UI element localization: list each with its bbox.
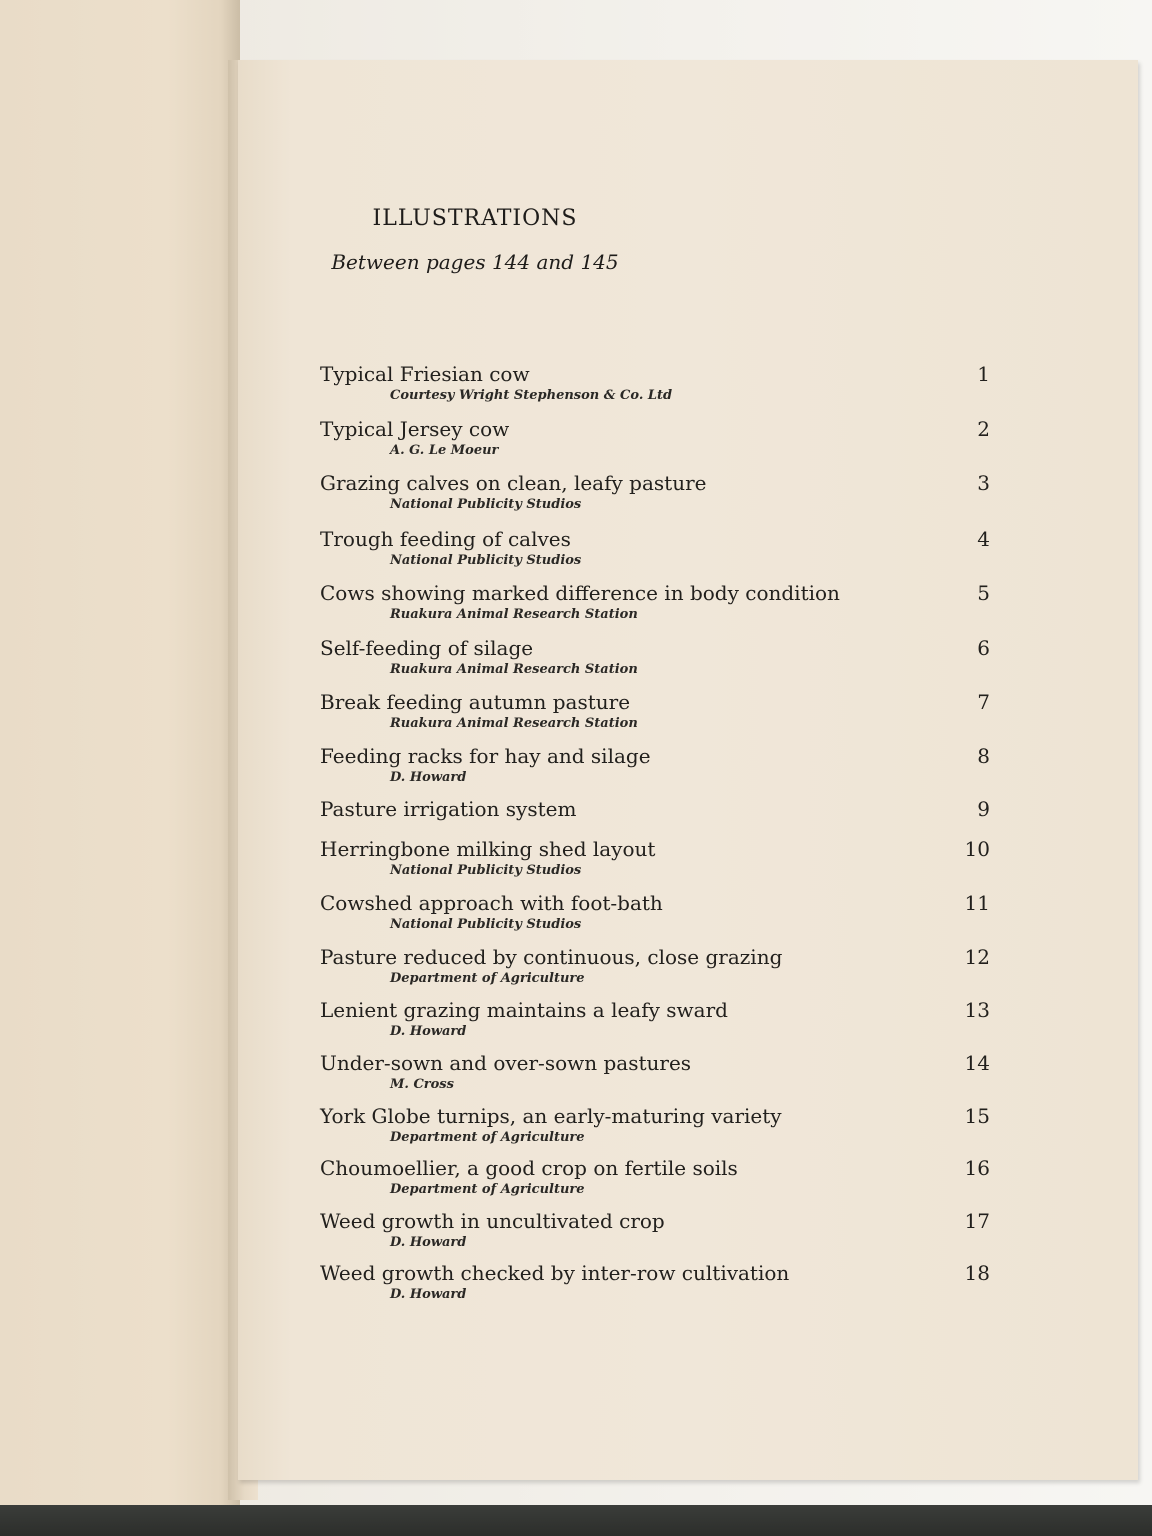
list-item	[320, 690, 1000, 740]
entry-title: Weed growth checked by inter-row cultivation	[320, 1261, 790, 1285]
list-item	[320, 1156, 1000, 1206]
list-item	[320, 362, 1000, 412]
list-item	[320, 581, 1000, 631]
entry-credit: National Publicity Studios	[390, 497, 582, 512]
page-subheading: Between pages 144 and 145	[331, 250, 619, 274]
entry-credit: Department of Agriculture	[390, 1182, 585, 1197]
entry-credit: Department of Agriculture	[390, 971, 585, 986]
entry-credit: M. Cross	[390, 1077, 454, 1092]
entry-credit: National Publicity Studios	[390, 863, 582, 878]
entry-number: 3	[977, 471, 990, 495]
left-page	[0, 0, 240, 1512]
entry-title: Weed growth in uncultivated crop	[320, 1209, 665, 1233]
book-cover-bottom	[0, 1505, 1152, 1536]
list-item	[320, 417, 1000, 467]
entry-number: 9	[977, 797, 990, 821]
entry-credit: D. Howard	[390, 1024, 467, 1039]
list-item	[320, 945, 1000, 995]
entry-title: Pasture reduced by continuous, close grazing	[320, 945, 783, 969]
entry-title: Break feeding autumn pasture	[320, 690, 631, 714]
entry-title: Grazing calves on clean, leafy pasture	[320, 471, 707, 495]
list-item	[320, 1104, 1000, 1154]
entry-number: 7	[977, 690, 990, 714]
entry-credit: Department of Agriculture	[390, 1130, 585, 1145]
entry-title: Typical Jersey cow	[320, 417, 510, 441]
entry-title: Cows showing marked difference in body condition	[320, 581, 840, 605]
page-heading: ILLUSTRATIONS	[372, 206, 578, 231]
entry-credit: Ruakura Animal Research Station	[390, 607, 638, 622]
entry-credit: A. G. Le Moeur	[390, 443, 499, 458]
entry-credit: National Publicity Studios	[390, 553, 582, 568]
entry-number: 10	[964, 837, 990, 861]
entry-title: Feeding racks for hay and silage	[320, 744, 651, 768]
entry-number: 13	[964, 998, 990, 1022]
entry-credit: D. Howard	[390, 1287, 467, 1302]
entry-credit: Ruakura Animal Research Station	[390, 716, 638, 731]
entry-number: 14	[964, 1051, 990, 1075]
entry-number: 15	[964, 1104, 990, 1128]
entry-credit: Courtesy Wright Stephenson & Co. Ltd	[390, 388, 673, 403]
entry-number: 18	[964, 1261, 990, 1285]
entry-credit: D. Howard	[390, 770, 467, 785]
list-item	[320, 744, 1000, 794]
list-item	[320, 527, 1000, 577]
entry-credit: National Publicity Studios	[390, 917, 582, 932]
entry-number: 12	[964, 945, 990, 969]
entry-title: Lenient grazing maintains a leafy sward	[320, 998, 728, 1022]
entry-number: 11	[964, 891, 990, 915]
list-item	[320, 1261, 1000, 1311]
list-item	[320, 636, 1000, 686]
entry-title: Cowshed approach with foot-bath	[320, 891, 663, 915]
entry-title: Typical Friesian cow	[320, 362, 530, 386]
entry-number: 4	[977, 527, 990, 551]
entry-credit: Ruakura Animal Research Station	[390, 662, 638, 677]
entry-number: 17	[964, 1209, 990, 1233]
list-item	[320, 891, 1000, 941]
entry-title: Herringbone milking shed layout	[320, 837, 656, 861]
entry-credit: D. Howard	[390, 1235, 467, 1250]
list-item	[320, 1209, 1000, 1259]
entry-number: 8	[977, 744, 990, 768]
list-item	[320, 1051, 1000, 1101]
entry-number: 6	[977, 636, 990, 660]
entry-number: 2	[977, 417, 990, 441]
entry-title: Pasture irrigation system	[320, 797, 577, 821]
entry-number: 5	[977, 581, 990, 605]
entry-title: Choumoellier, a good crop on fertile soils	[320, 1156, 738, 1180]
entry-title: York Globe turnips, an early-maturing variety	[320, 1104, 782, 1128]
entry-number: 1	[977, 362, 990, 386]
entry-title: Self-feeding of silage	[320, 636, 534, 660]
entry-number: 16	[964, 1156, 990, 1180]
entry-title: Under-sown and over-sown pastures	[320, 1051, 692, 1075]
entry-title: Trough feeding of calves	[320, 527, 571, 551]
list-item	[320, 837, 1000, 887]
list-item	[320, 998, 1000, 1048]
list-item	[320, 471, 1000, 521]
